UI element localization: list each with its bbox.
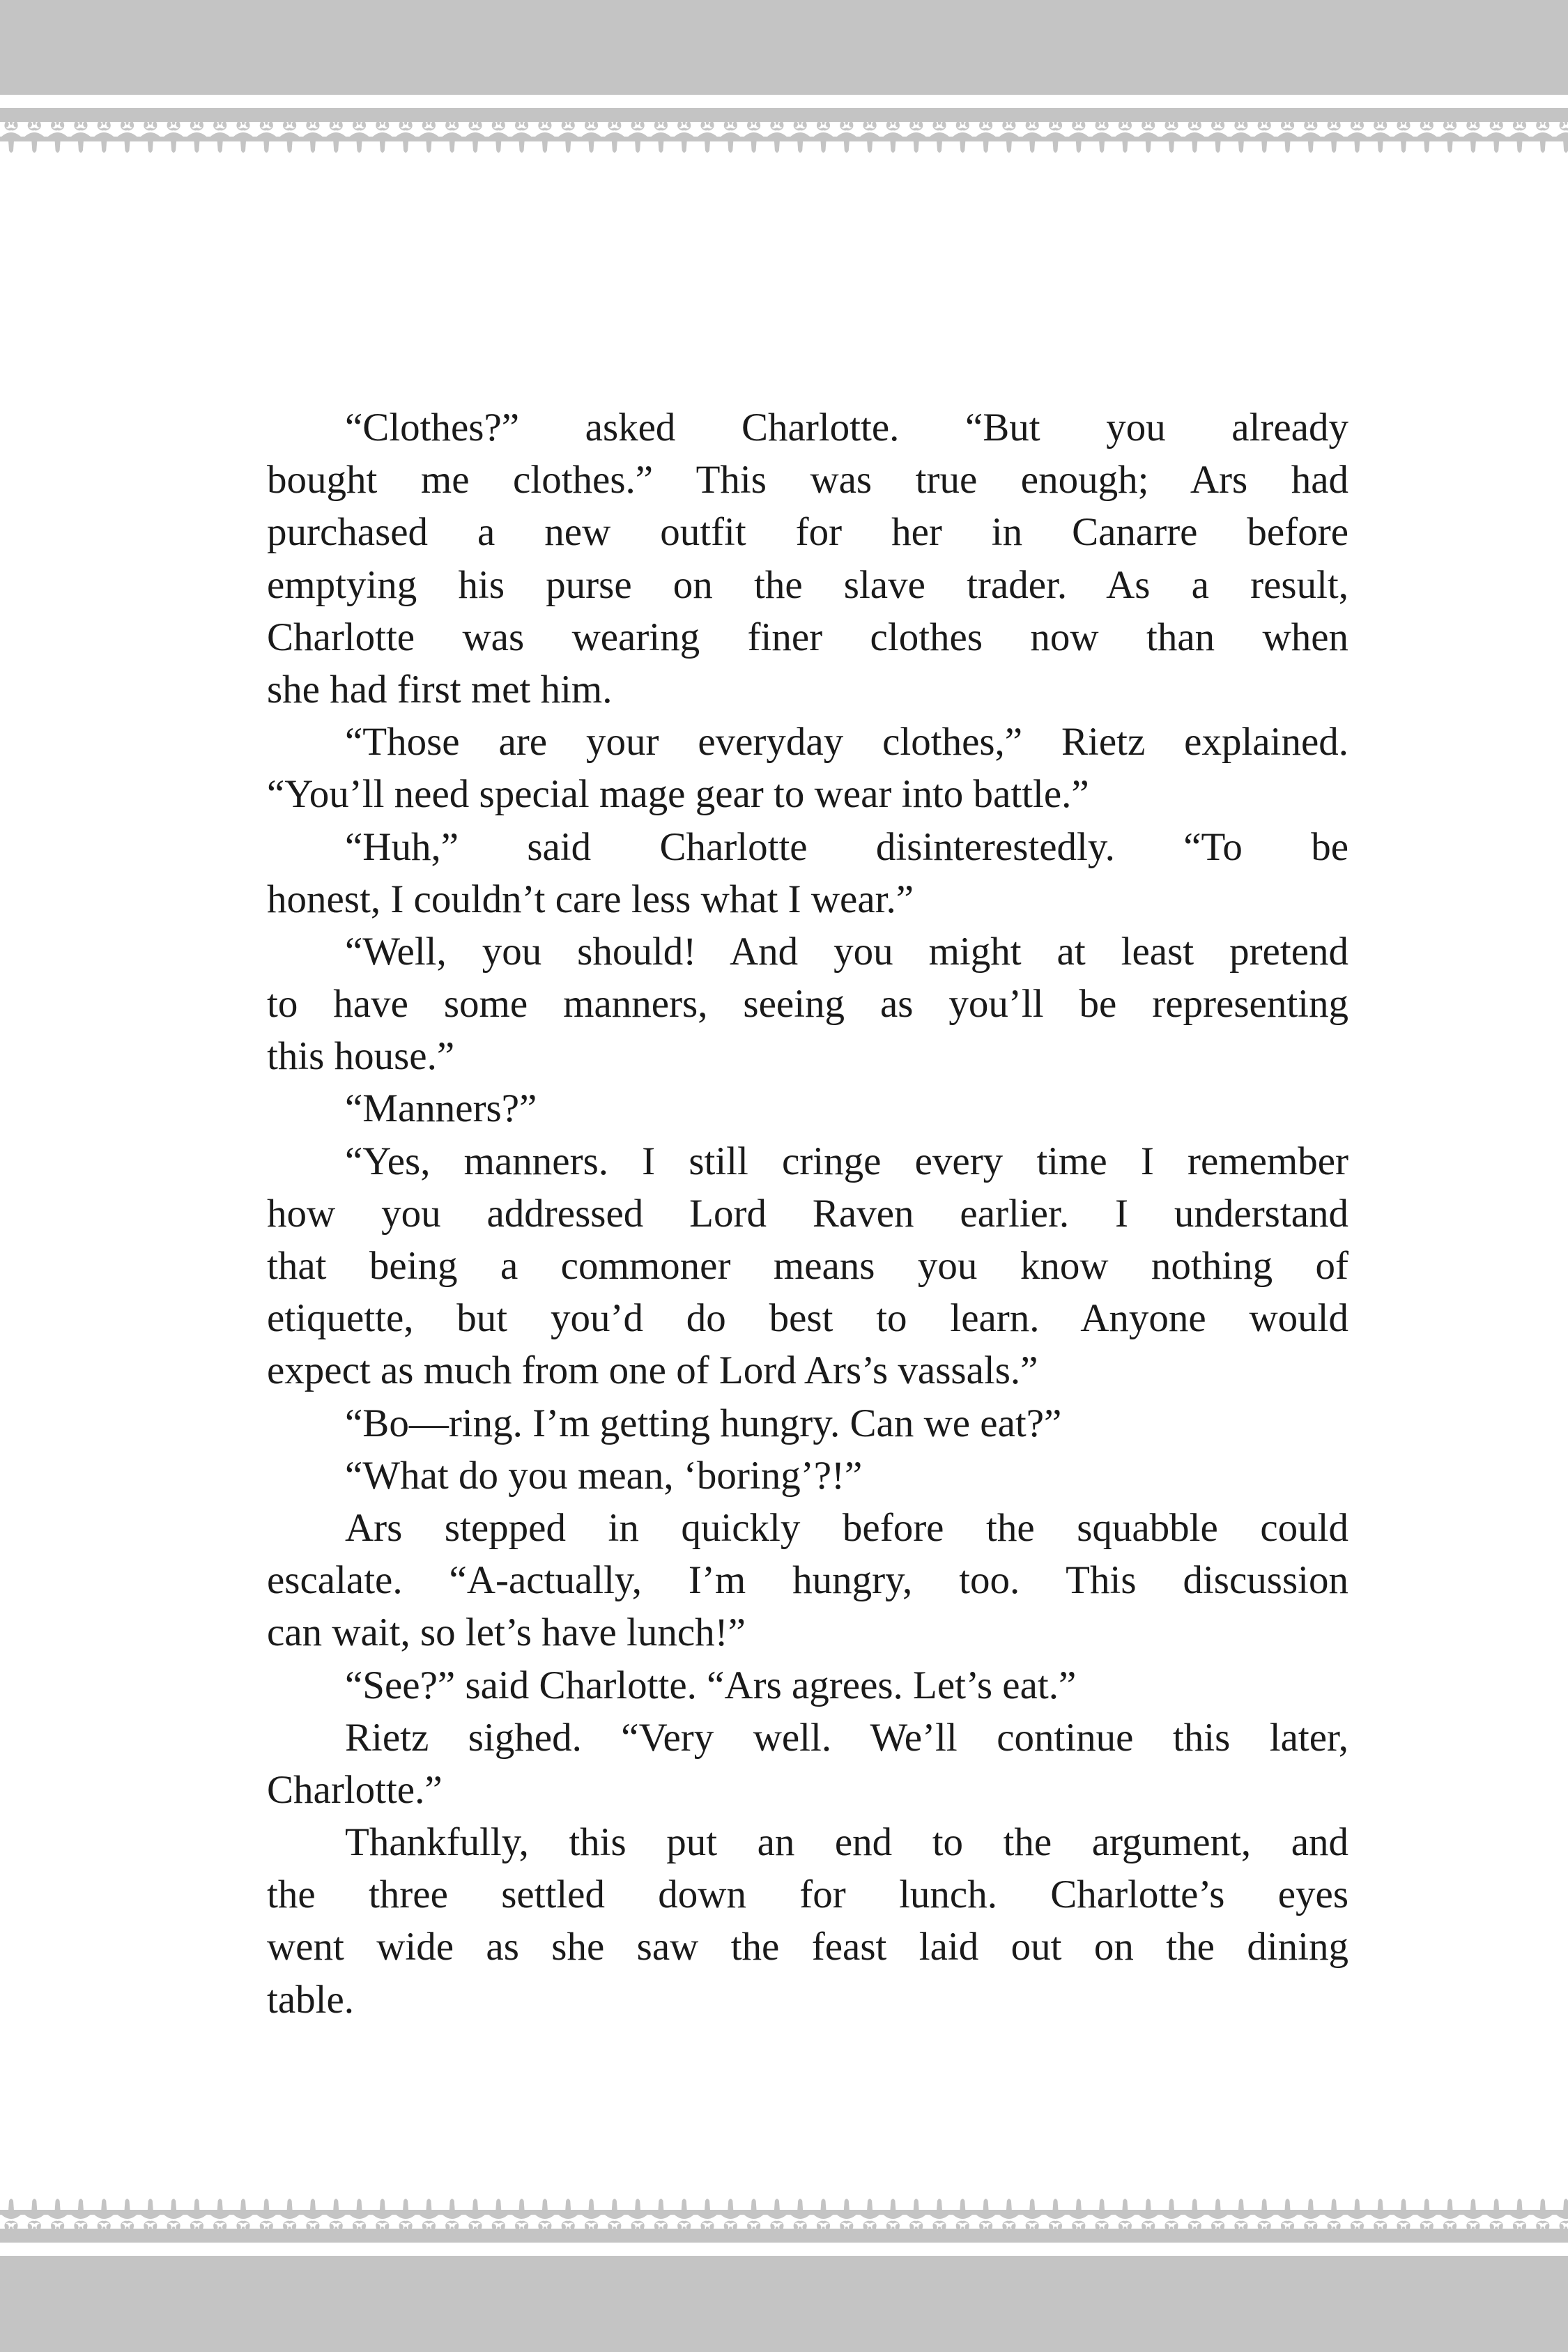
- top-thin-band: [0, 108, 1568, 122]
- fleur-tile: [534, 121, 556, 153]
- fleur-tile: [464, 2199, 486, 2230]
- fleur-tile: [511, 121, 533, 153]
- text-line: the three settled down for lunch. Charlotte’s eyes: [267, 1873, 1348, 1917]
- fleur-tile: [1485, 121, 1507, 153]
- fleur-tile: [302, 121, 324, 153]
- fleur-tile: [371, 121, 394, 153]
- fleur-tile: [534, 2199, 556, 2230]
- paragraph: [267, 925, 1348, 1083]
- fleur-tile: [696, 121, 718, 153]
- text-line: table.: [267, 1977, 355, 2022]
- text-line: this house.”: [267, 1034, 455, 1079]
- fleur-tile: [1323, 121, 1345, 153]
- text-line: Charlotte was wearing finer clothes now than when: [267, 615, 1348, 659]
- fleur-tile: [1300, 2199, 1322, 2230]
- paragraph: [267, 1450, 1348, 1502]
- paragraph: [267, 1397, 1348, 1450]
- fleur-tile: [1021, 2199, 1043, 2230]
- fleur-tile: [279, 2199, 301, 2230]
- fleur-tile: [162, 121, 185, 153]
- paragraph: [267, 401, 1348, 716]
- fleur-tile: [1183, 121, 1206, 153]
- text-line: purchased a new outfit for her in Canarre before: [267, 510, 1348, 555]
- fleur-tile: [1509, 121, 1531, 153]
- fleur-tile: [1068, 2199, 1090, 2230]
- fleur-tile: [1509, 2199, 1531, 2230]
- fleur-tile: [255, 2199, 277, 2230]
- paragraph: [267, 1135, 1348, 1397]
- fleur-tile: [951, 2199, 974, 2230]
- fleur-tile: [70, 121, 92, 153]
- fleur-tile: [1207, 2199, 1229, 2230]
- fleur-tile: [1253, 121, 1275, 153]
- fleur-tile: [813, 2199, 835, 2230]
- paragraph: [267, 1082, 1348, 1135]
- text-line: honest, I couldn’t care less what I wear.”: [267, 877, 914, 921]
- fleur-tile: [836, 2199, 858, 2230]
- fleur-tile: [557, 121, 579, 153]
- fleur-tile: [882, 2199, 904, 2230]
- fleur-tile: [255, 121, 277, 153]
- text-line: “What do you mean, ‘boring’?!”: [345, 1453, 863, 1498]
- fleur-tile: [1114, 121, 1136, 153]
- fleur-tile: [1300, 121, 1322, 153]
- fleur-tile: [1555, 2199, 1568, 2230]
- fleur-tile: [1277, 121, 1299, 153]
- text-line: that being a commoner means you know nothing of: [267, 1244, 1348, 1288]
- fleur-tile: [487, 2199, 509, 2230]
- fleur-tile: [302, 2199, 324, 2230]
- fleur-tile: [232, 2199, 254, 2230]
- fleur-tile: [1230, 121, 1252, 153]
- fleur-tile: [23, 2199, 45, 2230]
- fleur-tile: [951, 121, 974, 153]
- fleur-tile: [719, 121, 741, 153]
- fleur-tile: [209, 2199, 231, 2230]
- fleur-tile: [441, 2199, 463, 2230]
- fleur-tile: [1369, 121, 1392, 153]
- fleur-tile: [743, 2199, 765, 2230]
- fleur-tile: [1207, 121, 1229, 153]
- fleur-tile: [1277, 2199, 1299, 2230]
- fleur-tile: [139, 121, 162, 153]
- fleur-tile: [1462, 2199, 1484, 2230]
- fleur-tile: [371, 2199, 394, 2230]
- fleur-de-lis-border-bottom-icon: [0, 2197, 1568, 2230]
- text-line: can wait, so let’s have lunch!”: [267, 1611, 746, 1655]
- fleur-tile: [1230, 2199, 1252, 2230]
- fleur-tile: [789, 2199, 811, 2230]
- fleur-tile: [279, 121, 301, 153]
- fleur-tile: [1369, 2199, 1392, 2230]
- fleur-tile: [998, 121, 1020, 153]
- bottom-thin-band: [0, 2229, 1568, 2243]
- text-line: “Manners?”: [345, 1086, 537, 1131]
- fleur-tile: [1439, 2199, 1461, 2230]
- fleur-tile: [70, 2199, 92, 2230]
- fleur-tile: [116, 2199, 139, 2230]
- fleur-tile: [1137, 121, 1160, 153]
- fleur-tile: [1183, 2199, 1206, 2230]
- fleur-tile: [975, 121, 997, 153]
- fleur-tile: [1068, 121, 1090, 153]
- fleur-tile: [185, 121, 208, 153]
- fleur-tile: [139, 2199, 162, 2230]
- fleur-tile: [348, 2199, 371, 2230]
- fleur-tile: [1045, 121, 1067, 153]
- fleur-tile: [813, 121, 835, 153]
- fleur-tile: [1462, 121, 1484, 153]
- fleur-tile: [1160, 121, 1183, 153]
- fleur-tile: [209, 121, 231, 153]
- fleur-tile: [325, 2199, 347, 2230]
- text-line: she had first met him.: [267, 667, 613, 712]
- text-line: went wide as she saw the feast laid out on the dining: [267, 1925, 1348, 1969]
- fleur-tile: [557, 2199, 579, 2230]
- text-line: “You’ll need special mage gear to wear into battle.”: [267, 772, 1089, 817]
- text-line: etiquette, but you’d do best to learn. Anyone would: [267, 1296, 1348, 1341]
- fleur-tile: [581, 2199, 603, 2230]
- fleur-tile: [673, 2199, 695, 2230]
- fleur-tile: [905, 121, 928, 153]
- fleur-tile: [348, 121, 371, 153]
- fleur-tile: [836, 121, 858, 153]
- fleur-tile: [1415, 2199, 1438, 2230]
- fleur-tile: [0, 2199, 22, 2230]
- fleur-tile: [441, 121, 463, 153]
- fleur-tile: [1091, 2199, 1113, 2230]
- text-line: bought me clothes.” This was true enough; Ars had: [267, 458, 1348, 502]
- fleur-tile: [719, 2199, 741, 2230]
- fleur-tile: [487, 121, 509, 153]
- fleur-tile: [417, 121, 440, 153]
- fleur-tile: [325, 121, 347, 153]
- text-line: “Well, you should! And you might at least pretend: [345, 929, 1348, 974]
- fleur-tile: [859, 2199, 881, 2230]
- fleur-tile: [116, 121, 139, 153]
- fleur-tile: [627, 2199, 649, 2230]
- fleur-tile: [1021, 121, 1043, 153]
- fleur-tile: [673, 121, 695, 153]
- text-line: “Bo—ring. I’m getting hungry. Can we eat?”: [345, 1401, 1062, 1445]
- text-line: Rietz sighed. “Very well. We’ll continue this later,: [345, 1715, 1348, 1760]
- fleur-tile: [743, 121, 765, 153]
- bottom-gray-band: [0, 2256, 1568, 2352]
- fleur-tile: [696, 2199, 718, 2230]
- text-line: “See?” said Charlotte. “Ars agrees. Let’s eat.”: [345, 1663, 1077, 1707]
- fleur-tile: [650, 121, 672, 153]
- fleur-tile: [789, 121, 811, 153]
- paragraph: [267, 1712, 1348, 1816]
- fleur-tile: [650, 2199, 672, 2230]
- fleur-tile: [0, 121, 22, 153]
- fleur-tile: [1346, 2199, 1368, 2230]
- text-line: escalate. “A-actually, I’m hungry, too. This discussion: [267, 1558, 1348, 1603]
- fleur-tile: [1439, 121, 1461, 153]
- text-line: to have some manners, seeing as you’ll be representing: [267, 982, 1348, 1027]
- fleur-tile: [1114, 2199, 1136, 2230]
- fleur-tile: [859, 121, 881, 153]
- fleur-tile: [23, 121, 45, 153]
- fleur-tile: [928, 121, 951, 153]
- fleur-tile: [511, 2199, 533, 2230]
- fleur-tile: [1137, 2199, 1160, 2230]
- fleur-tile: [627, 121, 649, 153]
- fleur-tile: [1415, 121, 1438, 153]
- fleur-tile: [185, 2199, 208, 2230]
- page-body-text: [267, 401, 1348, 2026]
- fleur-tile: [998, 2199, 1020, 2230]
- fleur-tile: [464, 121, 486, 153]
- top-gray-band: [0, 0, 1568, 95]
- fleur-tile: [928, 2199, 951, 2230]
- text-line: “Clothes?” asked Charlotte. “But you already: [345, 406, 1348, 449]
- fleur-tile: [581, 121, 603, 153]
- fleur-tile: [1091, 121, 1113, 153]
- fleur-tile: [232, 121, 254, 153]
- paragraph: [267, 1502, 1348, 1659]
- fleur-tile: [93, 121, 115, 153]
- paragraph: [267, 1816, 1348, 2026]
- fleur-tile: [882, 121, 904, 153]
- fleur-tile: [905, 2199, 928, 2230]
- fleur-tile: [93, 2199, 115, 2230]
- fleur-tile: [1392, 2199, 1415, 2230]
- fleur-tile: [394, 2199, 417, 2230]
- text-line: Charlotte.”: [267, 1767, 443, 1812]
- text-line: expect as much from one of Lord Ars’s vassals.”: [267, 1348, 1038, 1393]
- fleur-tile: [766, 121, 788, 153]
- fleur-tile: [162, 2199, 185, 2230]
- text-line: “Yes, manners. I still cringe every time I remember: [345, 1139, 1348, 1183]
- text-line: “Those are your everyday clothes,” Rietz explained.: [345, 720, 1348, 764]
- fleur-tile: [394, 121, 417, 153]
- fleur-tile: [1346, 121, 1368, 153]
- fleur-tile: [604, 2199, 626, 2230]
- fleur-tile: [417, 2199, 440, 2230]
- fleur-tile: [1160, 2199, 1183, 2230]
- fleur-tile: [47, 2199, 69, 2230]
- fleur-tile: [1532, 121, 1554, 153]
- fleur-tile: [766, 2199, 788, 2230]
- paragraph: [267, 716, 1348, 820]
- text-line: emptying his purse on the slave trader. As a result,: [267, 562, 1348, 607]
- fleur-de-lis-border-top-icon: [0, 121, 1568, 155]
- fleur-tile: [604, 121, 626, 153]
- text-line: Thankfully, this put an end to the argument, and: [345, 1820, 1348, 1865]
- fleur-tile: [1045, 2199, 1067, 2230]
- paragraph: [267, 1659, 1348, 1712]
- fleur-tile: [1392, 121, 1415, 153]
- text-line: how you addressed Lord Raven earlier. I understand: [267, 1191, 1348, 1236]
- text-line: Ars stepped in quickly before the squabble could: [345, 1505, 1348, 1550]
- fleur-tile: [1485, 2199, 1507, 2230]
- paragraph: [267, 821, 1348, 925]
- fleur-tile: [1253, 2199, 1275, 2230]
- fleur-tile: [1555, 121, 1568, 153]
- fleur-tile: [47, 121, 69, 153]
- fleur-tile: [1323, 2199, 1345, 2230]
- fleur-tile: [1532, 2199, 1554, 2230]
- fleur-tile: [975, 2199, 997, 2230]
- text-line: “Huh,” said Charlotte disinterestedly. “To be: [345, 824, 1348, 869]
